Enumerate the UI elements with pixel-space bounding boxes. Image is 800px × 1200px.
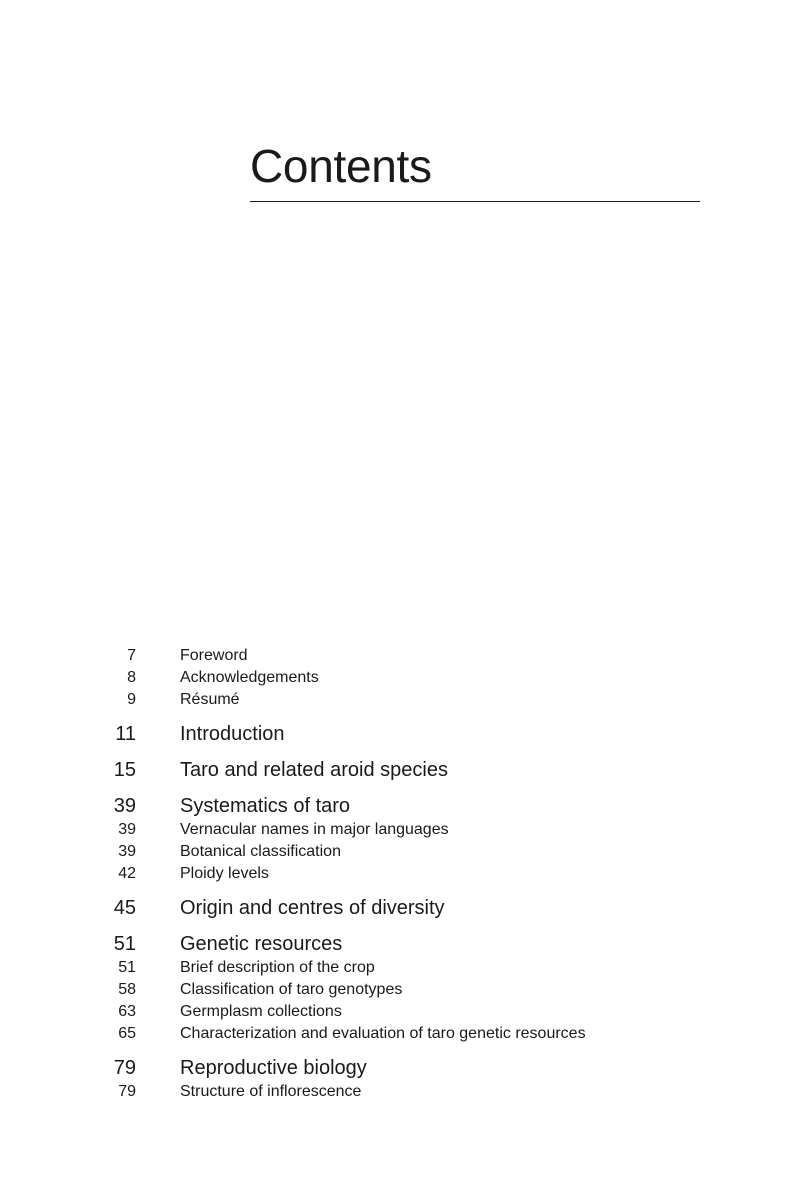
toc-page-number: 79 [118, 1083, 136, 1100]
toc-chapter [0, 1055, 800, 1081]
toc-page-number: 9 [127, 691, 136, 708]
toc-entry-label: Résumé [180, 691, 240, 708]
toc-page-number: 7 [127, 647, 136, 664]
toc-entry-label: Vernacular names in major languages [180, 821, 449, 838]
toc-chapter [0, 793, 800, 819]
toc-entry [0, 1081, 800, 1103]
toc-page-number: 79 [113, 1057, 136, 1079]
toc-chapter-label: Taro and related aroid species [180, 759, 448, 781]
toc-entry [0, 1001, 800, 1023]
page-title: Contents [250, 140, 432, 192]
toc-entry [0, 841, 800, 863]
toc-page-number: 63 [118, 1003, 136, 1020]
toc-entry-label: Structure of inflorescence [180, 1083, 362, 1100]
toc-entry-label: Characterization and evaluation of taro genetic resources [180, 1025, 586, 1042]
toc-chapter-label: Reproductive biology [180, 1057, 367, 1079]
toc-page-number: 58 [118, 981, 136, 998]
toc-entry-label: Acknowledgements [180, 669, 319, 686]
toc-page-number: 15 [113, 759, 136, 781]
toc-chapter [0, 895, 800, 921]
toc-chapter [0, 931, 800, 957]
toc-entry-label: Brief description of the crop [180, 959, 375, 976]
toc-entry [0, 689, 800, 711]
toc-chapter-label: Origin and centres of diversity [180, 897, 445, 919]
toc-entry [0, 1023, 800, 1045]
toc-page-number: 51 [118, 959, 136, 976]
toc-page-number: 11 [115, 723, 136, 745]
toc-entry-label: Classification of taro genotypes [180, 981, 403, 998]
toc-chapter [0, 721, 800, 747]
toc-entry [0, 819, 800, 841]
toc-page-number: 42 [118, 865, 136, 882]
toc-page-number: 51 [113, 933, 136, 955]
toc-chapter [0, 757, 800, 783]
toc-entry [0, 645, 800, 667]
toc-entry [0, 979, 800, 1001]
toc-entry [0, 863, 800, 885]
toc-chapter-label: Systematics of taro [180, 795, 351, 817]
toc-entry-label: Germplasm collections [180, 1003, 342, 1020]
toc-entry [0, 667, 800, 689]
toc-entry-label: Ploidy levels [180, 865, 269, 882]
toc-page-number: 39 [118, 821, 136, 838]
toc-entry [0, 957, 800, 979]
toc-entry-label: Botanical classification [180, 843, 341, 860]
toc-page-number: 45 [113, 897, 136, 919]
toc-page-number: 65 [118, 1025, 136, 1042]
toc-chapter-label: Introduction [180, 723, 285, 745]
title-rule [250, 201, 700, 202]
toc-page-number: 39 [118, 843, 136, 860]
toc-chapter-label: Genetic resources [180, 933, 343, 955]
toc-entry-label: Foreword [180, 647, 248, 664]
toc-page-number: 39 [113, 795, 136, 817]
toc-page-number: 8 [127, 669, 136, 686]
table-of-contents [0, 645, 800, 1103]
